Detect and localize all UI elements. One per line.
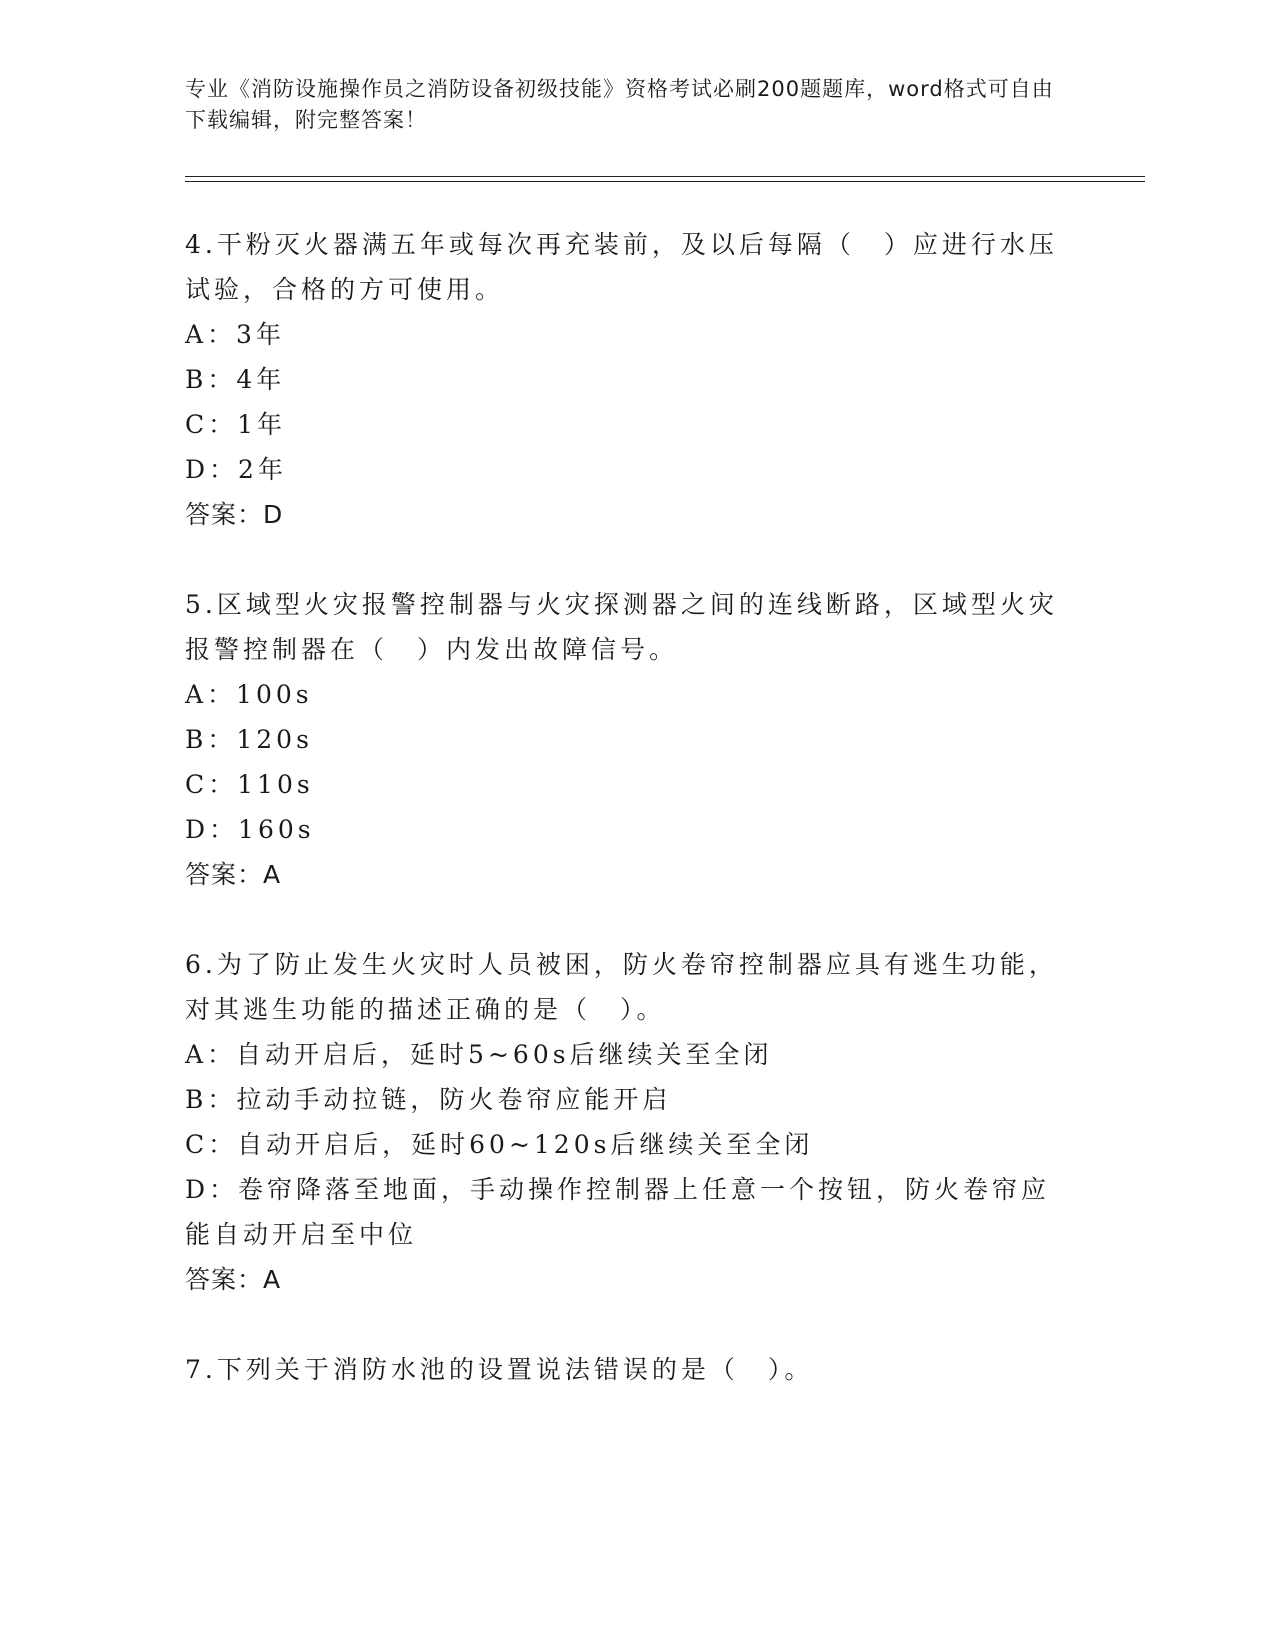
question-text: 5.区域型火灾报警控制器与火灾探测器之间的连线断路，区域型火灾报警控制器在（ ）内发出故障信号。 — [185, 590, 1058, 664]
question-6 — [185, 942, 1065, 1302]
option-b: B：拉动手动拉链，防火卷帘应能开启 — [185, 1085, 672, 1114]
option-a: A：100s — [185, 680, 313, 709]
question-text: 4.干粉灭火器满五年或每次再充装前，及以后每隔（ ）应进行水压试验，合格的方可使用。 — [185, 230, 1058, 304]
option-a: A：自动开启后，延时5~60s后继续关至全闭 — [185, 1040, 773, 1069]
option-d: D：2年 — [185, 455, 287, 484]
question-text: 6.为了防止发生火灾时人员被困，防火卷帘控制器应具有逃生功能，对其逃生功能的描述正确的是（ ）。 — [185, 950, 1058, 1024]
option-b: B：4年 — [185, 365, 286, 394]
document-header: 专业《消防设施操作员之消防设备初级技能》资格考试必刷200题题库，word格式可自由下载编辑，附完整答案！ — [185, 77, 1054, 132]
option-c: C：110s — [185, 770, 314, 799]
option-b: B：120s — [185, 725, 313, 754]
answer: 答案：A — [185, 1265, 282, 1294]
question-5 — [185, 582, 1065, 897]
option-d: D：160s — [185, 815, 315, 844]
answer: 答案：A — [185, 860, 282, 889]
option-c: C：1年 — [185, 410, 287, 439]
header-divider-top — [185, 176, 1145, 177]
header-divider-bottom — [185, 181, 1145, 182]
question-text: 7.下列关于消防水池的设置说法错误的是（ ）。 — [185, 1355, 814, 1384]
option-d: D：卷帘降落至地面，手动操作控制器上任意一个按钮，防火卷帘应能自动开启至中位 — [185, 1175, 1051, 1249]
option-c: C：自动开启后，延时60~120s后继续关至全闭 — [185, 1130, 814, 1159]
question-4 — [185, 222, 1065, 537]
question-7 — [185, 1347, 1065, 1392]
answer: 答案：D — [185, 500, 284, 529]
option-a: A：3年 — [185, 320, 285, 349]
